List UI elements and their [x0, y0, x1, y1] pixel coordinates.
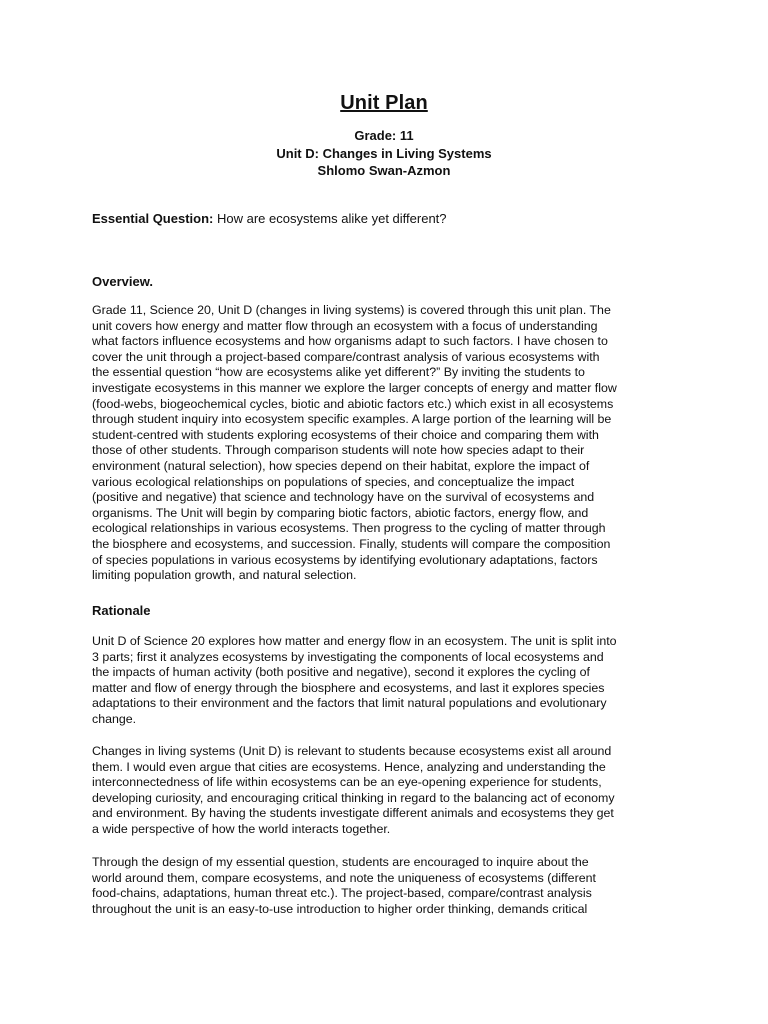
text-line: change.: [92, 711, 137, 726]
text-line: the essential question “how are ecosystems alike yet different?” By inviting the students to: [92, 365, 585, 380]
rationale-paragraph-1: [92, 634, 680, 728]
author-name: Shlomo Swan-Azmon: [317, 163, 451, 178]
text-line: ecological relationships in various ecosystems. Then progress to the cycling of matter through: [92, 521, 606, 536]
text-line: interconnectedness of life within ecosystems can be an eye-opening experience for students,: [92, 775, 602, 790]
text-line: Unit D of Science 20 explores how matter and energy flow in an ecosystem. The unit is split into: [92, 634, 617, 648]
text-line: cover the unit through a project-based compare/contrast analysis of various ecosystems with: [92, 349, 600, 364]
text-line: limiting population growth, and natural selection.: [92, 568, 357, 583]
document-title: Unit Plan: [340, 92, 428, 114]
overview-heading: Overview.: [92, 274, 153, 289]
text-line: environment (natural selection), how species depend on their habitat, explore the impact of: [92, 458, 590, 473]
rationale-paragraph-2: [92, 744, 680, 838]
rationale-paragraph-3: [92, 855, 680, 917]
text-line: Through the design of my essential question, students are encouraged to inquire about the: [92, 855, 589, 869]
text-line: what factors influence ecosystems and how organisms adapt to such factors. I have chosen to: [92, 334, 608, 349]
text-line: 3 parts; first it analyzes ecosystems by investigating the components of local ecosystems and: [92, 649, 604, 664]
text-line: them. I would even argue that cities are ecosystems. Hence, analyzing and understanding the: [92, 759, 606, 774]
grade-heading: Grade: 11: [354, 128, 414, 143]
text-line: investigate ecosystems in this manner we explore the larger concepts of energy and matter flow: [92, 380, 617, 395]
text-line: the biosphere and ecosystems, and succession. Finally, students will compare the composition: [92, 536, 611, 551]
text-line: student-centred with students exploring ecosystems of their choice and comparing them with: [92, 427, 599, 442]
text-line: of species populations in various ecosystems by identifying evolutionary adaptations, factors: [92, 552, 598, 567]
text-line: Grade 11, Science 20, Unit D (changes in living systems) is covered through this unit plan. The: [92, 303, 611, 317]
text-line: various ecological relationships on populations of species, and conceptualize the impact: [92, 474, 575, 489]
text-line: throughout the unit is an easy-to-use introduction to higher order thinking, demands critical: [92, 901, 588, 916]
text-line: Changes in living systems (Unit D) is relevant to students because ecosystems exist all around: [92, 744, 612, 758]
text-line: organisms. The Unit will begin by comparing biotic factors, abiotic factors, energy flow, and: [92, 505, 589, 520]
text-line: developing curiosity, and encouraging critical thinking in regard to the balancing act of economy: [92, 790, 615, 805]
essential-question-text: How are ecosystems alike yet different?: [213, 211, 447, 226]
text-line: (positive and negative) that science and technology have on the survival of ecosystems and: [92, 490, 595, 505]
text-line: world around them, compare ecosystems, and note the uniqueness of ecosystems (different: [92, 870, 596, 885]
text-line: adaptations to their environment and the factors that limit natural populations and evolutionary: [92, 696, 607, 711]
text-line: matter and flow of energy through the biosphere and ecosystems, and last it explores species: [92, 680, 605, 695]
text-line: unit covers how energy and matter flow through an ecosystem with a focus of understanding: [92, 318, 598, 333]
unit-heading: Unit D: Changes in Living Systems: [276, 146, 492, 161]
overview-paragraph: [92, 303, 680, 584]
rationale-heading: Rationale: [92, 603, 151, 618]
essential-question-label: Essential Question:: [92, 211, 214, 226]
text-line: the impacts of human activity (both positive and negative), second it explores the cycling of: [92, 665, 590, 680]
text-line: and environment. By having the students investigate different animals and ecosystems they get: [92, 806, 614, 821]
text-line: food-chains, adaptations, human threat etc.). The project-based, compare/contrast analysis: [92, 886, 592, 901]
text-line: (food-webs, biogeochemical cycles, biotic and abiotic factors etc.) which exist in all ecosystems: [92, 396, 614, 411]
text-line: through student inquiry into ecosystem specific examples. A large portion of the learning will be: [92, 412, 612, 427]
text-line: a wide perspective of how the world interacts together.: [92, 821, 391, 836]
essential-question: [92, 211, 692, 226]
text-line: those of other students. Through comparison students will note how species adapt to their: [92, 443, 585, 458]
